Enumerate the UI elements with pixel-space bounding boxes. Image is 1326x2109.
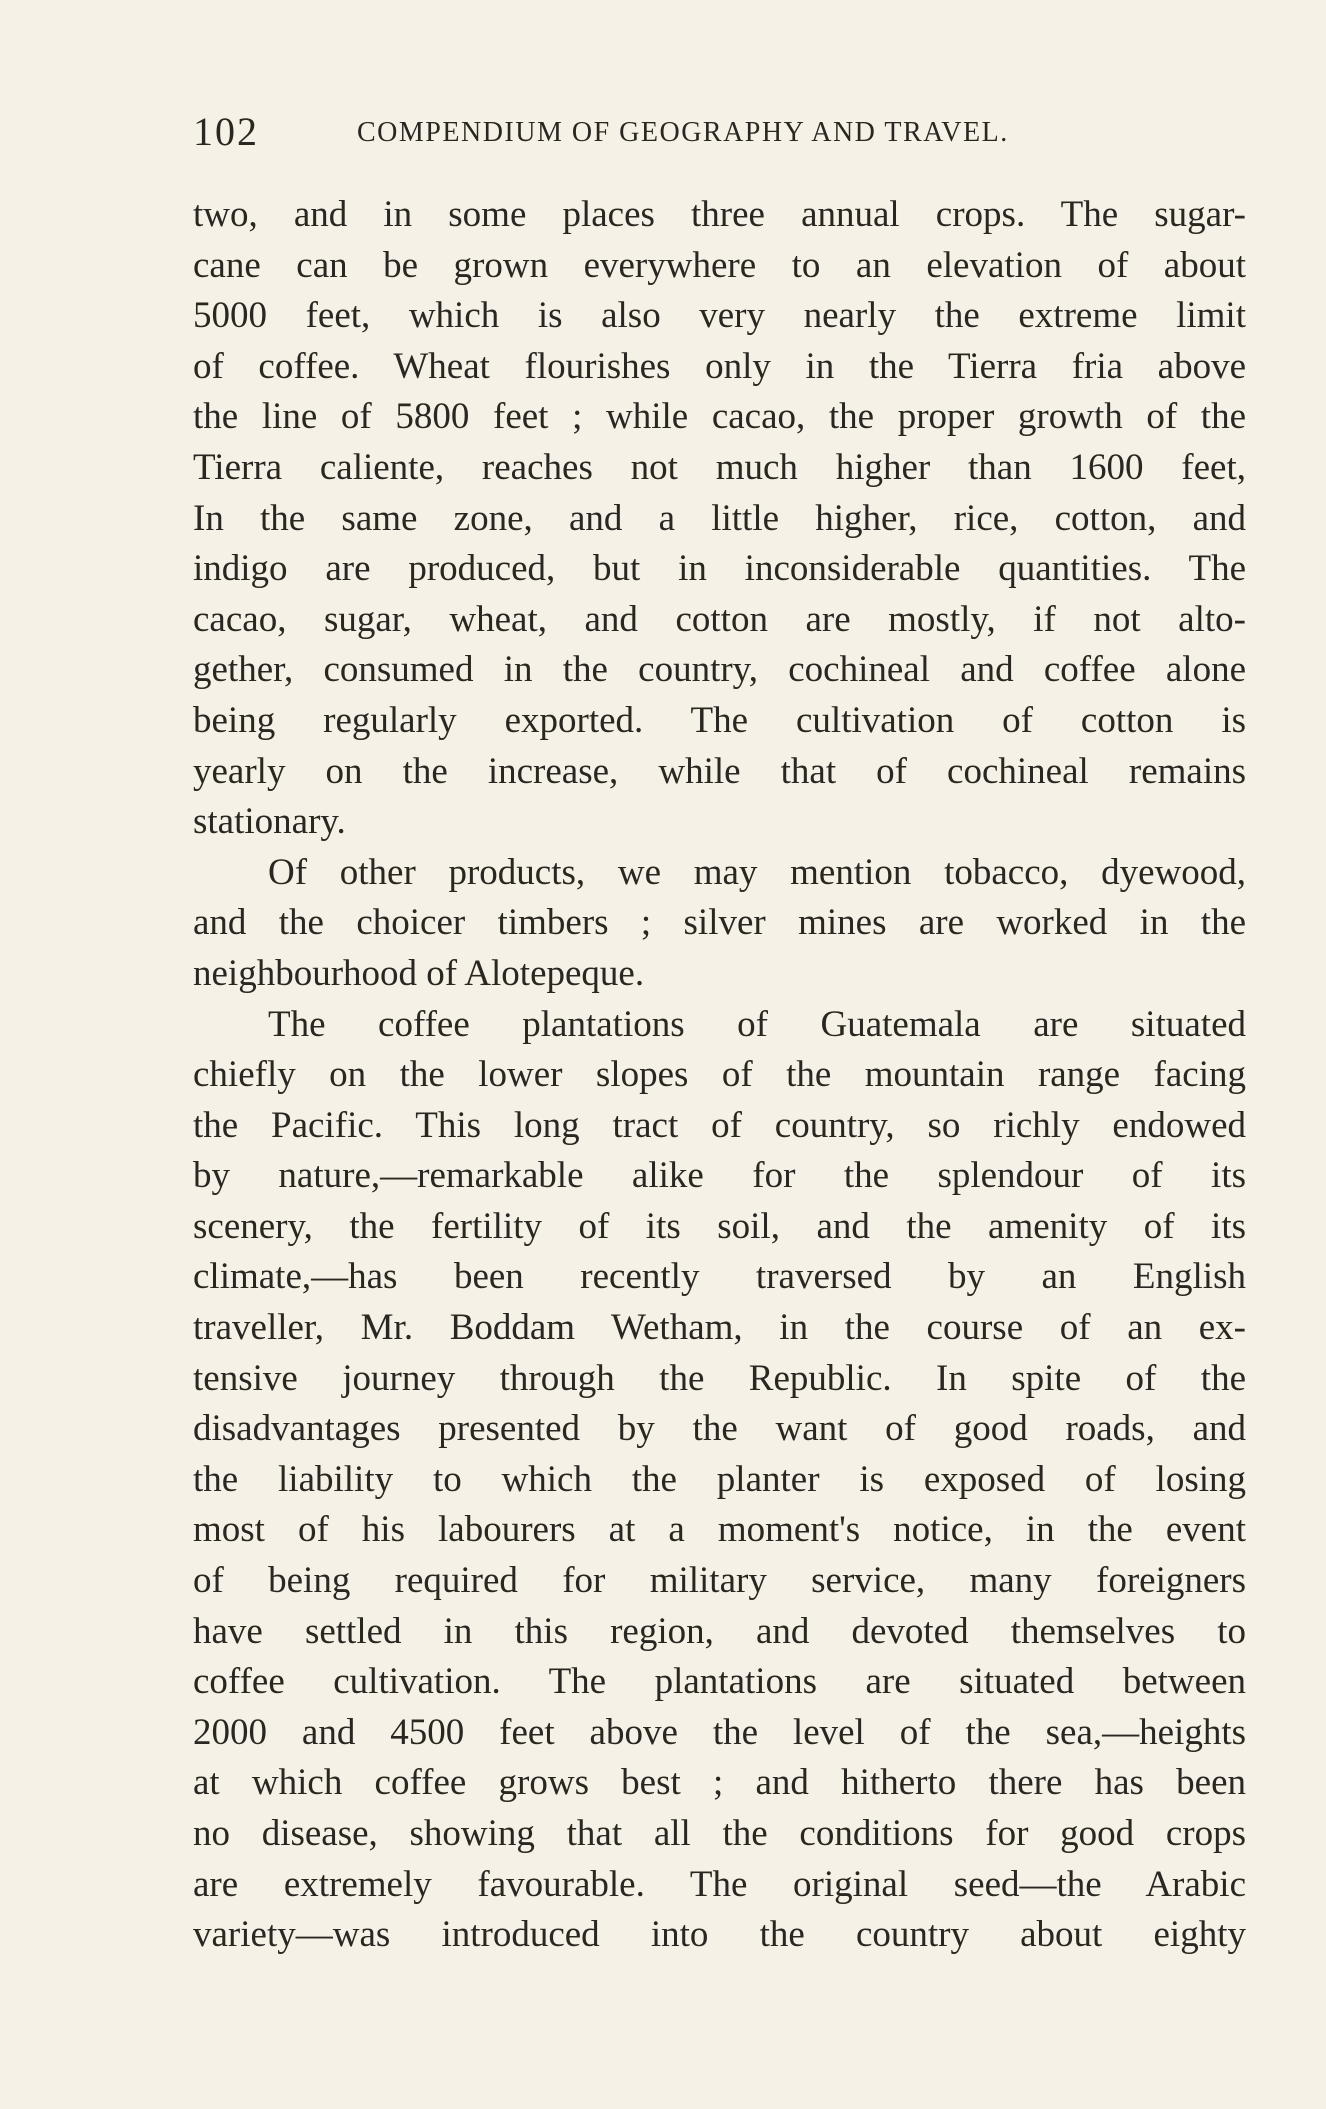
text-line: chiefly on the lower slopes of the mountain range facing	[193, 1054, 1246, 1096]
text-line: at which coffee grows best ; and hitherto there has been	[193, 1762, 1246, 1804]
text-line: the Pacific. This long tract of country, so richly endowed	[193, 1104, 1246, 1146]
text-line: the line of 5800 feet ; while cacao, the proper growth of the	[193, 396, 1246, 438]
text-line: cacao, sugar, wheat, and cotton are mostly, if not alto-	[193, 598, 1246, 640]
text-line: no disease, showing that all the conditions for good crops	[193, 1813, 1246, 1854]
text-line: and the choicer timbers ; silver mines are worked in the	[193, 902, 1246, 944]
text-line: being regularly exported. The cultivation of cotton is	[193, 699, 1246, 741]
text-line: the liability to which the planter is exposed of losing	[193, 1458, 1246, 1500]
text-line: indigo are produced, but in inconsiderable quantities. The	[193, 548, 1246, 590]
text-line-paragraph-end: neighbourhood of Alotepeque.	[193, 952, 645, 994]
text-line: gether, consumed in the country, cochineal and coffee alone	[193, 649, 1246, 691]
text-line: by nature,—remarkable alike for the splendour of its	[193, 1155, 1246, 1197]
text-line: disadvantages presented by the want of good roads, and	[193, 1408, 1246, 1450]
text-line: of coffee. Wheat flourishes only in the Tierra fria above	[193, 345, 1246, 387]
text-line: have settled in this region, and devoted themselves to	[193, 1610, 1246, 1652]
page-number: 102	[193, 109, 259, 154]
text-line: 2000 and 4500 feet above the level of the sea,—heights	[193, 1711, 1246, 1753]
text-line: most of his labourers at a moment's notice, in the event	[193, 1509, 1246, 1551]
text-line: coffee cultivation. The plantations are situated between	[193, 1661, 1246, 1703]
body-text	[193, 190, 1246, 1961]
text-line: tensive journey through the Republic. In spite of the	[193, 1357, 1246, 1399]
running-title: COMPENDIUM OF GEOGRAPHY AND TRAVEL.	[357, 117, 1009, 148]
text-line: climate,—has been recently traversed by an English	[193, 1256, 1246, 1298]
text-line: Tierra caliente, reaches not much higher than 1600 feet,	[193, 446, 1246, 488]
text-line: 5000 feet, which is also very nearly the extreme limit	[193, 295, 1246, 337]
text-line-paragraph-start: The coffee plantations of Guatemala are situated	[268, 1003, 1246, 1045]
text-line: cane can be grown everywhere to an elevation of about	[193, 244, 1246, 286]
text-line: of being required for military service, many foreigners	[193, 1560, 1246, 1602]
text-line-paragraph-start: Of other products, we may mention tobacco, dyewood,	[268, 851, 1246, 893]
text-line: In the same zone, and a little higher, rice, cotton, and	[193, 497, 1246, 539]
text-line: scenery, the fertility of its soil, and the amenity of its	[193, 1205, 1246, 1247]
running-head	[193, 108, 1243, 158]
text-line: two, and in some places three annual crops. The sugar-	[193, 194, 1246, 235]
text-line: are extremely favourable. The original seed—the Arabic	[193, 1863, 1246, 1905]
text-line: traveller, Mr. Boddam Wetham, in the course of an ex-	[193, 1307, 1246, 1349]
text-line: yearly on the increase, while that of cochineal remains	[193, 750, 1246, 792]
text-line: variety—was introduced into the country about eighty	[193, 1914, 1246, 1956]
text-line-paragraph-end: stationary.	[193, 801, 346, 843]
